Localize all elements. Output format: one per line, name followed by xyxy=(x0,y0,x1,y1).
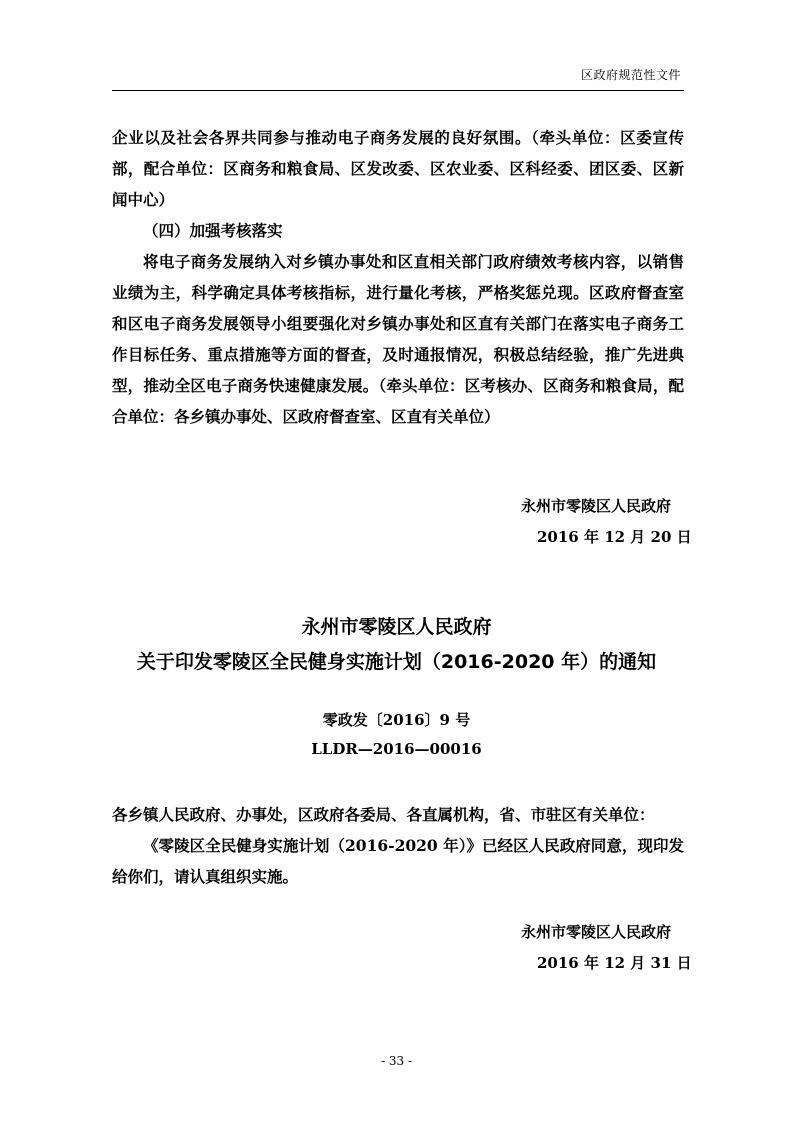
paragraph-continuation: 企业以及社会各界共同参与推动电子商务发展的良好氛围。（牵头单位：区委宣传部，配合单位：区商务和粮食局、区发改委、区农业委、区科经委、团区委、区新闻中心） xyxy=(112,128,684,209)
page-header-label: 区政府规范性文件 xyxy=(580,68,681,82)
page-number: - 33 - xyxy=(380,1054,412,1068)
section-body: 将电子商务发展纳入对乡镇办事处和区直相关部门政府绩效考核内容，以销售业绩为主，科学确定具体考核指标，进行量化考核，严格奖惩兑现。区政府督查室和区电子商务发展领导小组要强化对乡镇办事处和区直有关部门在落实电子商务工作目标任务、重点措施等方面的督查，及时通报情况，积极总结经验，推广先进典型，推动全区电子商务快速健康发展。（牵头单位：区考核办、区商务和粮食局，配合单位：各乡镇办事处、区政府督查室、区直有关单位） xyxy=(112,252,684,426)
notice-body: 《零陵区全民健身实施计划（2016-2020 年）》已经区人民政府同意，现印发给你们，请认真组织实施。 xyxy=(112,836,684,886)
notice-title-line2: 关于印发零陵区全民健身实施计划（2016-2020 年）的通知 xyxy=(136,651,657,673)
registration-code: LLDR—2016—00016 xyxy=(311,740,482,758)
addressee-line: 各乡镇人民政府、办事处，区政府各委局、各直属机构，省、市驻区有关单位： xyxy=(112,805,655,824)
notice-title-line1: 永州市零陵区人民政府 xyxy=(301,616,492,638)
notice-signature-org: 永州市零陵区人民政府 xyxy=(521,923,672,941)
header-divider xyxy=(112,90,684,91)
notice-signature-date: 2016 年 12 月 31 日 xyxy=(537,954,692,972)
document-number: 零政发〔2016〕9 号 xyxy=(322,711,471,729)
signature-date: 2016 年 12 月 20 日 xyxy=(537,528,692,546)
signature-org: 永州市零陵区人民政府 xyxy=(521,497,672,515)
section-heading: （四）加强考核落实 xyxy=(143,221,283,240)
